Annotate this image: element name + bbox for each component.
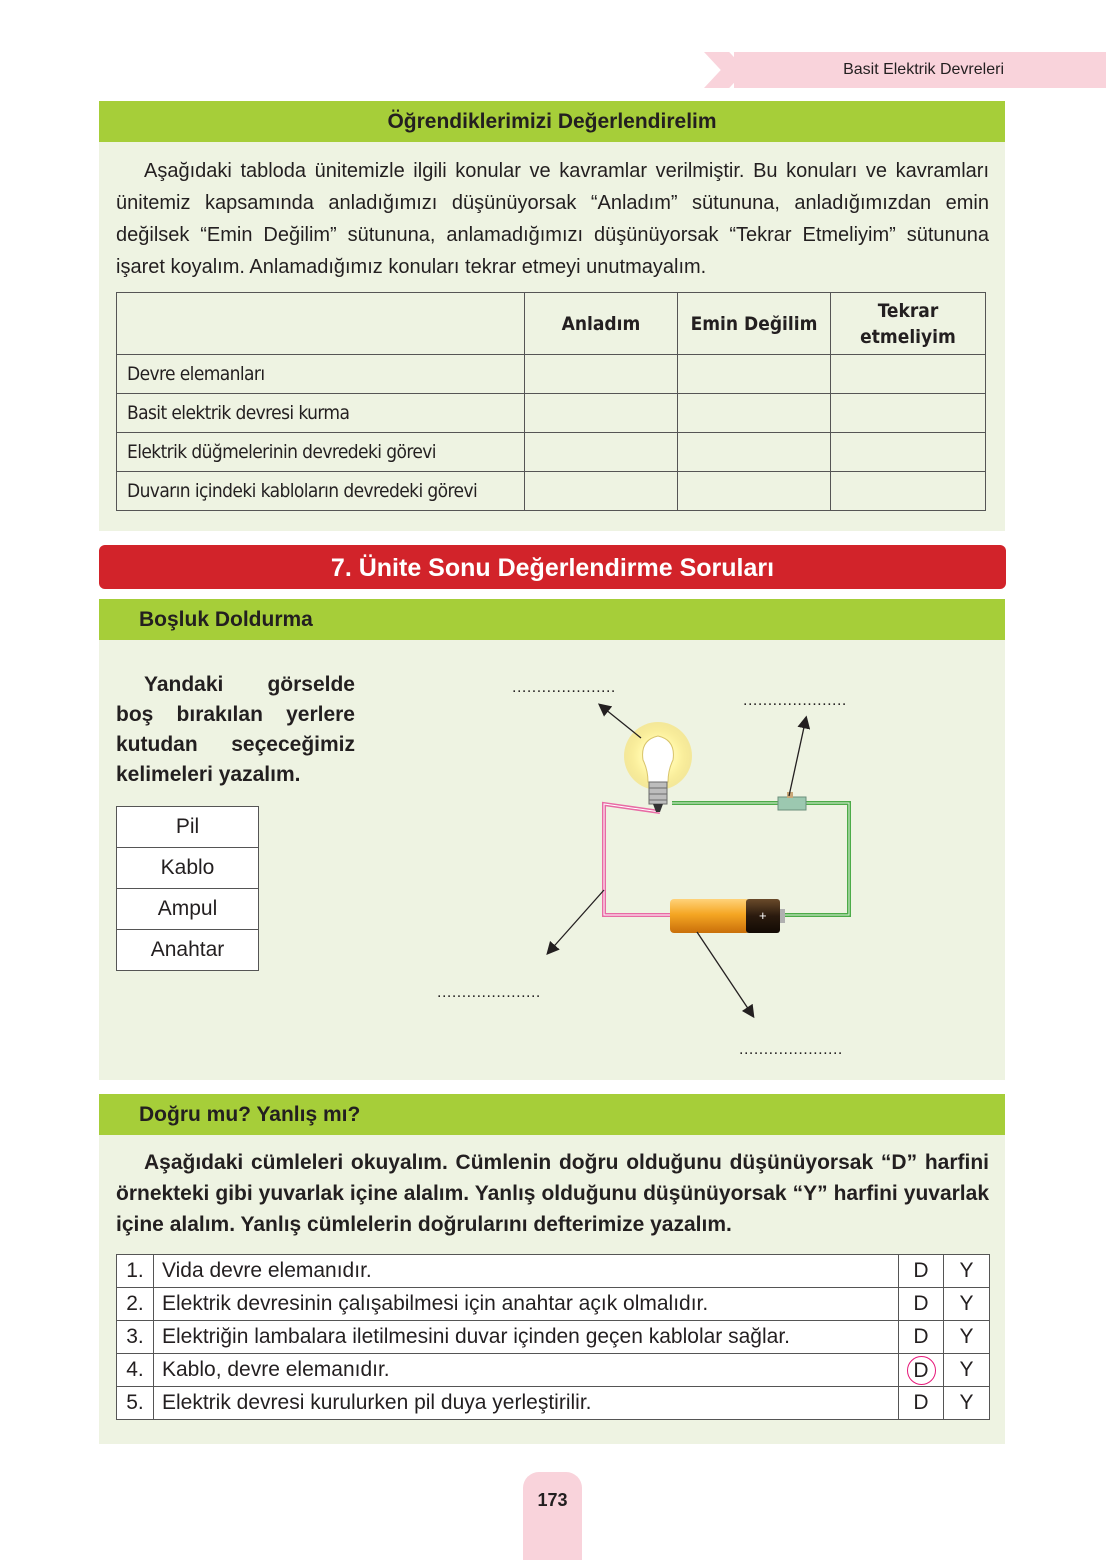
statement: Elektrik devresi kurulurken pil duya yerleştirilir. xyxy=(154,1387,899,1420)
chapter-title: Basit Elektrik Devreleri xyxy=(843,61,1004,78)
evaluate-title: Öğrendiklerimizi Değerlendirelim xyxy=(387,110,717,133)
option-y[interactable]: Y xyxy=(944,1255,990,1288)
table-header-repeat: Tekrar etmeliyim xyxy=(831,293,986,355)
item-number: 2. xyxy=(117,1288,154,1321)
fill-blank-title: Boşluk Doldurma xyxy=(139,608,313,631)
topic-cell: Basit elektrik devresi kurma xyxy=(117,394,525,433)
blank-wire[interactable]: ..................... xyxy=(437,984,541,1001)
item-number: 3. xyxy=(117,1321,154,1354)
bulb-icon xyxy=(624,722,692,812)
table-row xyxy=(117,1288,990,1321)
option-y[interactable]: Y xyxy=(944,1288,990,1321)
table-row xyxy=(117,1321,990,1354)
statement: Kablo, devre elemanıdır. xyxy=(154,1354,899,1387)
word-item: Ampul xyxy=(117,889,259,930)
unit-title: 7. Ünite Sonu Değerlendirme Soruları xyxy=(330,554,775,582)
green-wire-inner xyxy=(672,803,849,915)
option-y[interactable]: Y xyxy=(944,1387,990,1420)
statement: Vida devre elemanıdır. xyxy=(154,1255,899,1288)
fill-blank-instruction: Yandaki görselde boş bırakılan yerlere kutudan seçeceğimiz kelimeleri yazalım. xyxy=(116,673,355,786)
page-number-tab xyxy=(523,1472,582,1560)
table-row xyxy=(117,1255,990,1288)
true-false-instruction: Aşağıdaki cümleleri okuyalım. Cümlenin doğru olduğunu düşünüyorsak “D” harfini örnekteki gibi yuvarlak içine alalım. Yanlış olduğunu düşünüyorsak “Y” harfini yuvarlak içine alalım. Yanlış cümlelerin doğrularını defterimize yazalım. xyxy=(116,1151,989,1236)
pink-wire-inner xyxy=(604,804,672,915)
page-number: 173 xyxy=(537,1490,568,1510)
table-row xyxy=(117,1354,990,1387)
table-header-not-sure: Emin Değilim xyxy=(678,293,831,355)
item-number: 4. xyxy=(117,1354,154,1387)
option-d[interactable]: D xyxy=(899,1255,944,1288)
arrow-switch xyxy=(789,718,806,796)
word-item: Anahtar xyxy=(117,930,259,971)
topic-cell: Elektrik düğmelerinin devredeki görevi xyxy=(117,433,525,472)
option-d[interactable]: D xyxy=(899,1321,944,1354)
word-item: Pil xyxy=(117,807,259,848)
table-row xyxy=(117,1387,990,1420)
evaluate-intro: Aşağıdaki tabloda ünitemizle ilgili konular ve kavramlar verilmiştir. Bu konuları ve kavramları ünitemiz kapsamında anladığımızı düşünüyorsak “Anladım” sütununa, anladığımızdan emin değilsek “Emin Değilim” sütununa, anlamadığımızı düşünüyorsak “Tekrar Etmeliyim” sütununa işaret koyalım. Anlamadığımız konuları tekrar etmeyi unutmayalım. xyxy=(116,160,989,278)
true-false-title: Doğru mu? Yanlış mı? xyxy=(139,1103,361,1126)
arrow-bulb xyxy=(600,705,641,738)
word-item: Kablo xyxy=(117,848,259,889)
item-number: 5. xyxy=(117,1387,154,1420)
option-y[interactable]: Y xyxy=(944,1321,990,1354)
true-false-table xyxy=(116,1254,990,1420)
blank-bulb[interactable]: ..................... xyxy=(512,679,616,696)
option-y[interactable]: Y xyxy=(944,1354,990,1387)
item-number: 1. xyxy=(117,1255,154,1288)
table-header-understood: Anladım xyxy=(525,293,678,355)
blank-switch[interactable]: ..................... xyxy=(743,692,847,709)
arrow-battery xyxy=(697,932,753,1016)
option-d[interactable]: D xyxy=(899,1288,944,1321)
statement: Elektriğin lambalara iletilmesini duvar içinden geçen kablolar sağlar. xyxy=(154,1321,899,1354)
topic-cell: Devre elemanları xyxy=(117,355,525,394)
example-circle: D xyxy=(907,1356,936,1385)
green-wire xyxy=(672,803,849,915)
arrow-wire xyxy=(548,890,604,953)
blank-battery[interactable]: ..................... xyxy=(739,1041,843,1058)
pink-wire xyxy=(604,804,672,915)
option-d-circled[interactable] xyxy=(899,1354,944,1387)
topic-cell: Duvarın içindeki kabloların devredeki görevi xyxy=(117,472,525,511)
option-d[interactable]: D xyxy=(899,1387,944,1420)
switch-icon xyxy=(778,797,806,810)
true-false-title-bar xyxy=(99,1094,1005,1135)
battery-plus-sign: + xyxy=(759,908,767,923)
statement: Elektrik devresinin çalışabilmesi için anahtar açık olmalıdır. xyxy=(154,1288,899,1321)
battery-icon xyxy=(670,899,785,933)
